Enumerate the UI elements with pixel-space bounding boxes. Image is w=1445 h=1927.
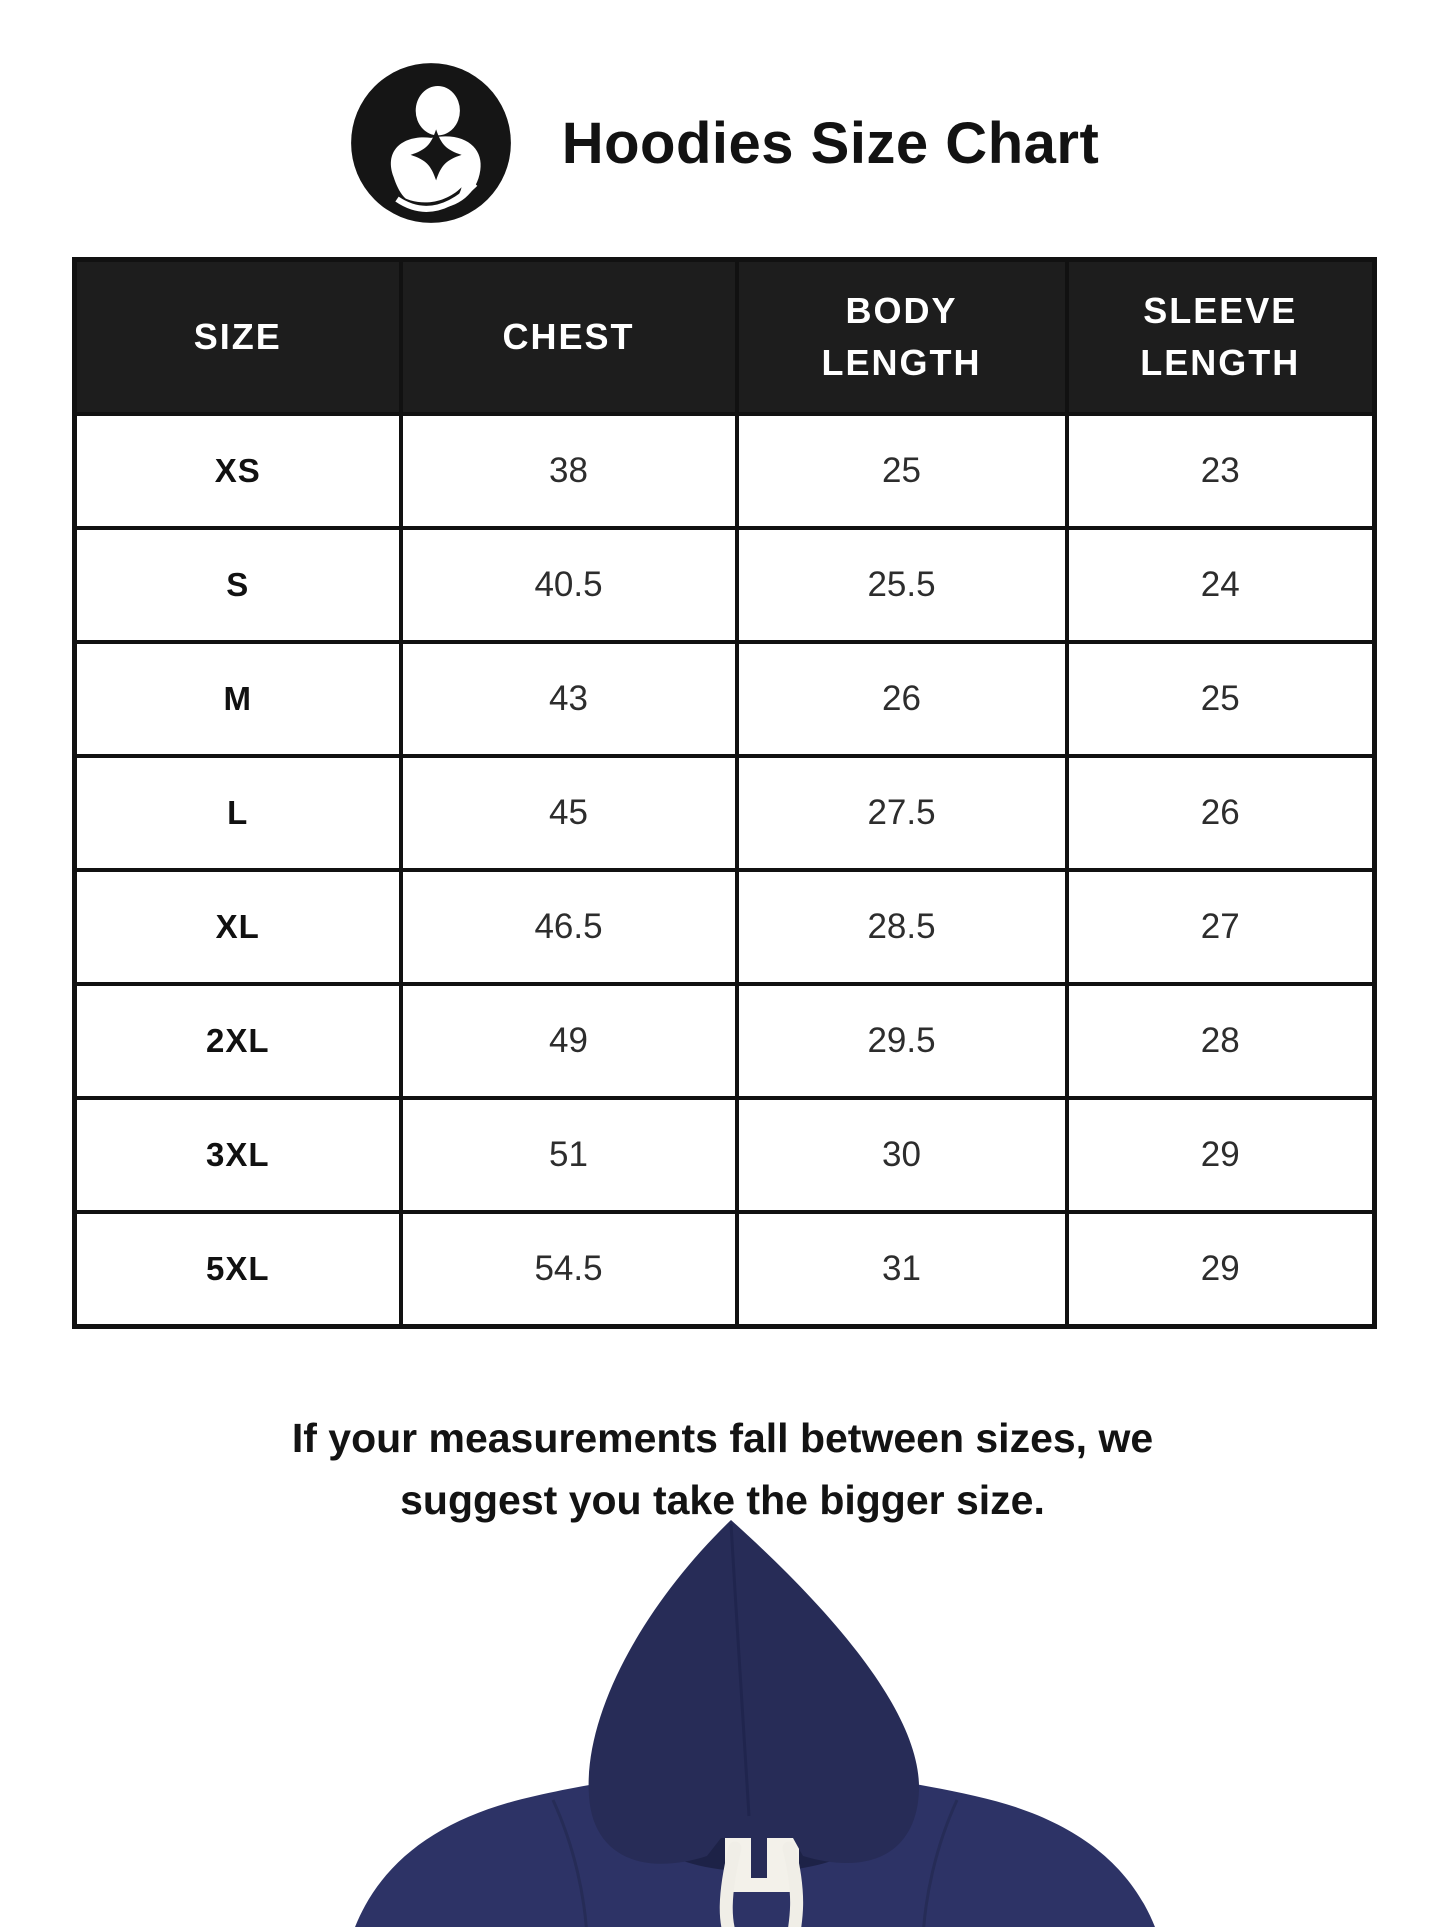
chest-cell: 51 [401,1098,737,1212]
table-row [75,756,1375,870]
sizing-note-line2: suggest you take the bigger size. [400,1476,1045,1523]
body-length-cell: 30 [737,1098,1067,1212]
chest-cell: 54.5 [401,1212,737,1327]
table-row [75,1098,1375,1212]
page-title: Hoodies Size Chart [561,110,1100,176]
body-length-cell: 28.5 [737,870,1067,984]
size-chart-table [72,257,1377,1329]
size-cell: XL [75,870,401,984]
size-cell: L [75,756,401,870]
table-header-row [75,260,1375,415]
column-header-body-length: BODY LENGTH [737,260,1067,415]
table-row [75,642,1375,756]
hoodie-product-image [345,1508,1165,1927]
body-length-cell: 29.5 [737,984,1067,1098]
chest-cell: 43 [401,642,737,756]
column-header-size: SIZE [75,260,401,415]
size-cell: XS [75,414,401,528]
size-cell: 5XL [75,1212,401,1327]
sleeve-length-cell: 28 [1067,984,1375,1098]
table-row [75,870,1375,984]
sleeve-length-cell: 29 [1067,1212,1375,1327]
sizing-note-line1: If your measurements fall between sizes, we [291,1415,1154,1461]
column-header-chest: CHEST [401,260,737,415]
table-row [75,414,1375,528]
sleeve-length-cell: 26 [1067,756,1375,870]
chest-cell: 49 [401,984,737,1098]
size-cell: M [75,642,401,756]
sleeve-length-cell: 23 [1067,414,1375,528]
sleeve-length-cell: 27 [1067,870,1375,984]
column-header-sleeve-length: SLEEVE LENGTH [1067,260,1375,415]
table-row [75,984,1375,1098]
chest-cell: 46.5 [401,870,737,984]
table-row [75,1212,1375,1327]
body-length-cell: 31 [737,1212,1067,1327]
chest-cell: 38 [401,414,737,528]
body-length-cell: 25.5 [737,528,1067,642]
size-cell: S [75,528,401,642]
sleeve-length-cell: 24 [1067,528,1375,642]
page-header [0,58,1445,228]
body-length-cell: 25 [737,414,1067,528]
sleeve-length-cell: 25 [1067,642,1375,756]
body-length-cell: 27.5 [737,756,1067,870]
sleeve-length-cell: 29 [1067,1098,1375,1212]
size-cell: 3XL [75,1098,401,1212]
table-row [75,528,1375,642]
body-length-cell: 26 [737,642,1067,756]
brand-logo-icon [346,58,516,228]
chest-cell: 40.5 [401,528,737,642]
size-cell: 2XL [75,984,401,1098]
chest-cell: 45 [401,756,737,870]
